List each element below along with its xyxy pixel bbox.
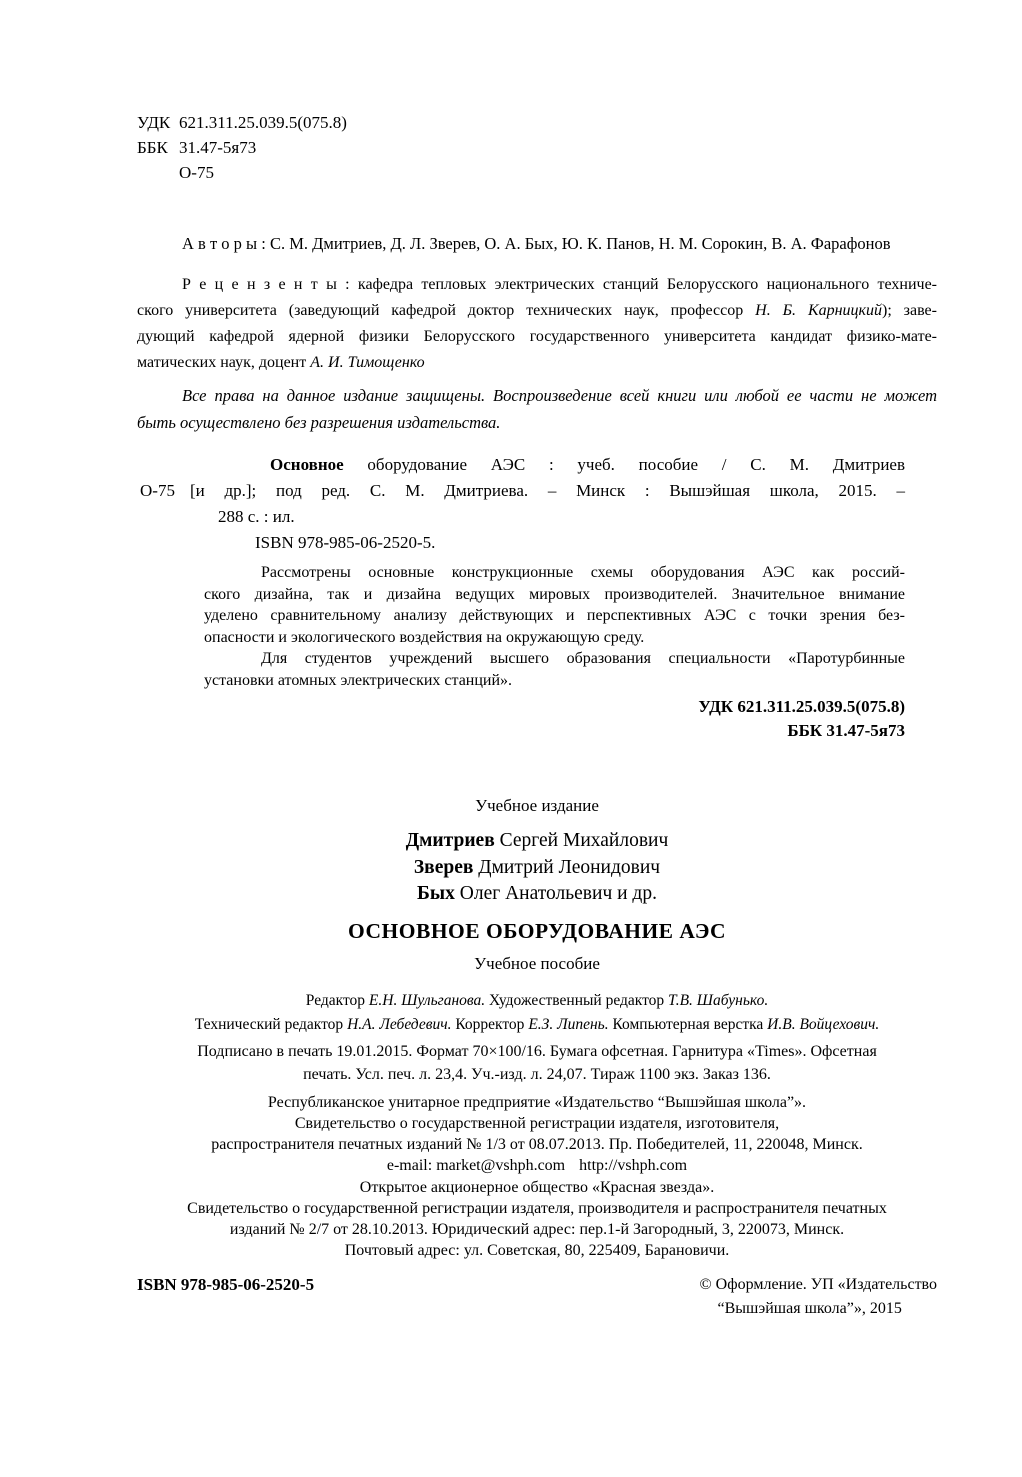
editor-name-1: Е.Н. Шульганова. [368, 991, 486, 1009]
reviewer-name-timoshchenko: А. И. Тимощенко [310, 354, 425, 371]
editor-name-3: Н.А. Лебедевич. [347, 1015, 452, 1033]
author-2-given: Дмитрий Леонидович [473, 856, 661, 878]
editors-line-2 [137, 1013, 937, 1037]
udk-right-line: УДК 621.311.25.039.5(075.8) [698, 697, 905, 716]
publisher-contacts [137, 1155, 937, 1176]
edition-author-1 [137, 828, 937, 855]
editors-block [137, 989, 937, 1037]
publisher-name: Республиканское унитарное предприятие «Издательство “Вышэйшая школа”». [267, 1093, 807, 1111]
reviewer-name-karnitsky: Н. Б. Карницкий [755, 302, 882, 319]
printing-line-1: Подписано в печать 19.01.2015. Формат 70×100/16. Бумага офсетная. Гарнитура «Times». Офсетная [197, 1042, 877, 1060]
catalog-index-block [137, 110, 937, 185]
copyright-block [700, 1273, 937, 1321]
reviewers-line-1 [137, 272, 937, 298]
printing-line-2: печать. Усл. печ. л. 23,4. Уч.-изд. л. 24,07. Тираж 1100 экз. Заказ 136. [303, 1065, 771, 1083]
biblio-line-2: [и др.]; под ред. С. М. Дмитриева. – Минск : Вышэйшая школа, 2015. – [190, 481, 905, 500]
page-content [137, 110, 937, 1321]
bbk-value: 31.47-5я73 [179, 138, 257, 157]
publisher-cert-line-1: Свидетельство о государственной регистрации издателя, изготовителя, [294, 1114, 780, 1132]
author-1-surname: Дмитриев [405, 830, 495, 851]
copyright-line-2: “Вышэйшая школа”», 2015 [717, 1299, 902, 1317]
reviewers-text-2a: ского университета (заведующий кафедрой доктор технических наук, профессор [137, 302, 756, 319]
author-3-surname: Бых [417, 883, 455, 904]
biblio-title-bold: Основное [270, 455, 344, 474]
editor-role-5: Компьютерная верстка [608, 1015, 768, 1033]
reviewers-line-2 [137, 298, 937, 324]
author-3-given: Олег Анатольевич и др. [454, 883, 657, 904]
annotation-line-3: уделено сравнительному анализу действующих и перспективных АЭС с точки зрения без- [204, 607, 905, 624]
editor-name-2: Т.В. Шабунько. [668, 991, 769, 1009]
book-title: ОСНОВНОЕ ОБОРУДОВАНИЕ АЭС [348, 918, 726, 943]
authors-line [137, 231, 937, 256]
publisher-block [137, 1092, 937, 1176]
biblio-line-1 [137, 452, 905, 478]
reviewers-text-1: кафедра тепловых электрических станций Белорусского национального техниче- [349, 276, 938, 293]
edition-kind: Учебное издание [475, 796, 599, 815]
edition-author-3 [137, 881, 937, 908]
editor-name-4: Е.З. Липень. [528, 1015, 609, 1033]
annotation [204, 562, 905, 691]
printing-house-cert-line-1: Свидетельство о государственной регистрации издателя, производителя и распространителя печатных [187, 1199, 887, 1217]
printing-house-name: Открытое акционерное общество «Красная звезда». [359, 1178, 715, 1196]
rights-notice [137, 382, 937, 436]
bibliographic-entry [137, 452, 905, 556]
reviewers-paragraph [137, 272, 937, 376]
annotation-line-6: установки атомных электрических станций». [204, 671, 513, 689]
reviewers-text-3: дующий кафедрой ядерной физики Белорусского государственного университета кандидат физико-мате- [137, 328, 937, 345]
rights-line-1: Все права на данное издание защищены. Воспроизведение всей книги или любой ее части не может [182, 386, 937, 405]
editors-line-1 [137, 989, 937, 1013]
isbn-bottom: ISBN 978-985-06-2520-5 [137, 1274, 315, 1294]
publisher-cert-line-2: распространителя печатных изданий № 1/3 от 08.07.2013. Пр. Победителей, 11, 220048, Минск. [211, 1135, 863, 1153]
authors-names: С. М. Дмитриев, Д. Л. Зверев, О. А. Бых, Ю. К. Панов, Н. М. Сорокин, В. А. Фарафонов [265, 234, 891, 253]
bbk-label: ББК [137, 138, 168, 157]
author-2-surname: Зверев [413, 856, 474, 878]
edition-author-2 [137, 855, 937, 882]
udk-value: 621.311.25.039.5(075.8) [179, 113, 347, 132]
printing-info [137, 1040, 937, 1086]
reviewers-line-4 [137, 350, 937, 376]
editor-role-3: Технический редактор [194, 1015, 348, 1033]
author-sign: О-75 [179, 163, 214, 182]
author-1-given: Сергей Михайлович [494, 830, 669, 851]
author-sign-line [137, 160, 937, 185]
reviewers-text-4a: матических наук, доцент [137, 354, 311, 371]
printing-house-cert-line-2: изданий № 2/7 от 28.10.2013. Юридический адрес: пер.1-й Загородный, 3, 220073, Минск. [229, 1220, 845, 1238]
bbk-right-line: ББК 31.47-5я73 [787, 721, 905, 740]
editor-name-5: И.В. Войцехович. [767, 1015, 880, 1033]
authors-label: А в т о р ы : [182, 234, 266, 253]
editor-role-2: Художественный редактор [485, 991, 669, 1009]
biblio-isbn: ISBN 978-985-06-2520-5. [255, 533, 436, 552]
annotation-line-2: ского дизайна, так и дизайна ведущих мировых производителей. Значительное внимание [204, 585, 905, 603]
annotation-line-1: Рассмотрены основные конструкционные схемы оборудования АЭС как россий- [261, 564, 905, 581]
printing-house-block [137, 1177, 937, 1261]
biblio-title-rest: оборудование АЭС : учеб. пособие / С. М. Дмитриев [343, 455, 905, 474]
udk-line [137, 110, 937, 135]
udk-bbk-right-block [137, 695, 905, 743]
publisher-url: http://vshph.com [579, 1156, 688, 1174]
biblio-line-3: 288 с. : ил. [218, 507, 295, 526]
bbk-line [137, 135, 937, 160]
biblio-author-sign: О-75 [140, 481, 175, 500]
reviewers-label: Р е ц е н з е н т ы : [182, 276, 350, 293]
reviewers-text-2c: ); заве- [882, 302, 937, 319]
rights-line-2: быть осуществлено без разрешения издательства. [137, 413, 501, 432]
reviewers-line-3 [137, 324, 937, 350]
editor-role-1: Редактор [305, 991, 369, 1009]
printing-house-postal-address: Почтовый адрес: ул. Советская, 80, 225409, Барановичи. [344, 1241, 730, 1259]
book-subtitle: Учебное пособие [474, 953, 600, 973]
annotation-line-4: опасности и экологического воздействия на окружающую среду. [204, 628, 645, 646]
edition-authors [137, 828, 937, 908]
publisher-email: e-mail: market@vshph.com [386, 1156, 566, 1174]
annotation-line-5: Для студентов учреждений высшего образования специальности «Паротурбинные [261, 650, 905, 667]
copyright-line-1: © Оформление. УП «Издательство [699, 1275, 937, 1293]
udk-label: УДК [137, 113, 171, 132]
editor-role-4: Корректор [451, 1015, 529, 1033]
bottom-row [137, 1273, 937, 1321]
